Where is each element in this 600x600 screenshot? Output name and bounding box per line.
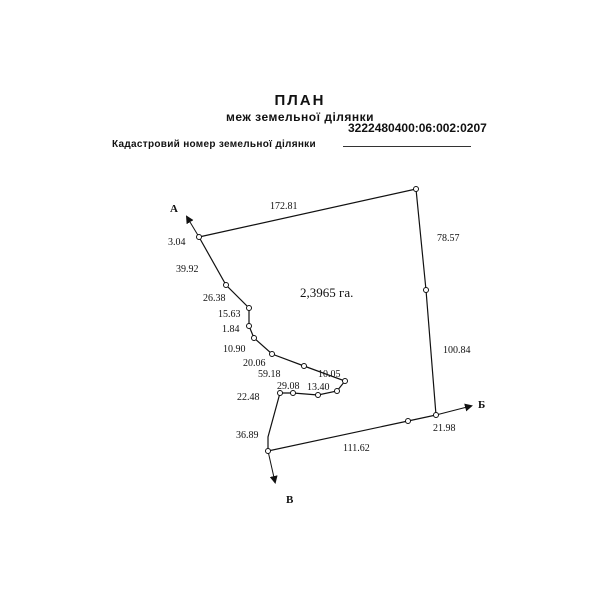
vertex (316, 393, 321, 398)
corner-label-a: А (170, 203, 178, 215)
vertex (406, 419, 411, 424)
corner-label-v: В (286, 494, 294, 506)
arrow-v (268, 451, 275, 482)
segment-length: 13.40 (307, 382, 330, 393)
vertex-markers (197, 187, 439, 454)
vertex (197, 235, 202, 240)
vertex (414, 187, 419, 192)
segment-length: 172.81 (270, 201, 298, 212)
segment-length: 39.92 (176, 264, 199, 275)
segment-length: 3.04 (168, 237, 186, 248)
segment-length: 15.63 (218, 309, 241, 320)
vertex (434, 413, 439, 418)
segment-length: 100.84 (443, 345, 471, 356)
segment-length: 29.08 (277, 381, 300, 392)
segment-length: 10.05 (318, 369, 341, 380)
segment-length: 21.98 (433, 423, 456, 434)
plan-title: ПЛАН (274, 92, 326, 109)
cadastral-label: Кадастровий номер земельної ділянки (112, 139, 316, 150)
segment-length: 36.89 (236, 430, 259, 441)
vertex (247, 306, 252, 311)
vertex (424, 288, 429, 293)
segment-length: 26.38 (203, 293, 226, 304)
vertex (343, 379, 348, 384)
vertex (335, 389, 340, 394)
vertex (266, 449, 271, 454)
vertex (252, 336, 257, 341)
segment-length: 59.18 (258, 369, 281, 380)
segment-length: 10.90 (223, 344, 246, 355)
segment-length: 20.06 (243, 358, 266, 369)
corner-label-b: Б (478, 399, 486, 411)
segment-length: 111.62 (343, 443, 370, 454)
parcel-boundary (199, 189, 436, 451)
arrow-a (187, 217, 199, 237)
arrow-b (436, 406, 471, 415)
cadastral-number: 3222480400:06:002:0207 (348, 121, 487, 135)
segment-length: 1.84 (222, 324, 240, 335)
vertex (270, 352, 275, 357)
parcel-area: 2,3965 га. (300, 285, 354, 300)
segment-length: 78.57 (437, 233, 460, 244)
vertex (302, 364, 307, 369)
vertex (224, 283, 229, 288)
segment-length: 22.48 (237, 392, 260, 403)
vertex (247, 324, 252, 329)
plan-subtitle: меж земельної ділянки (225, 110, 375, 124)
